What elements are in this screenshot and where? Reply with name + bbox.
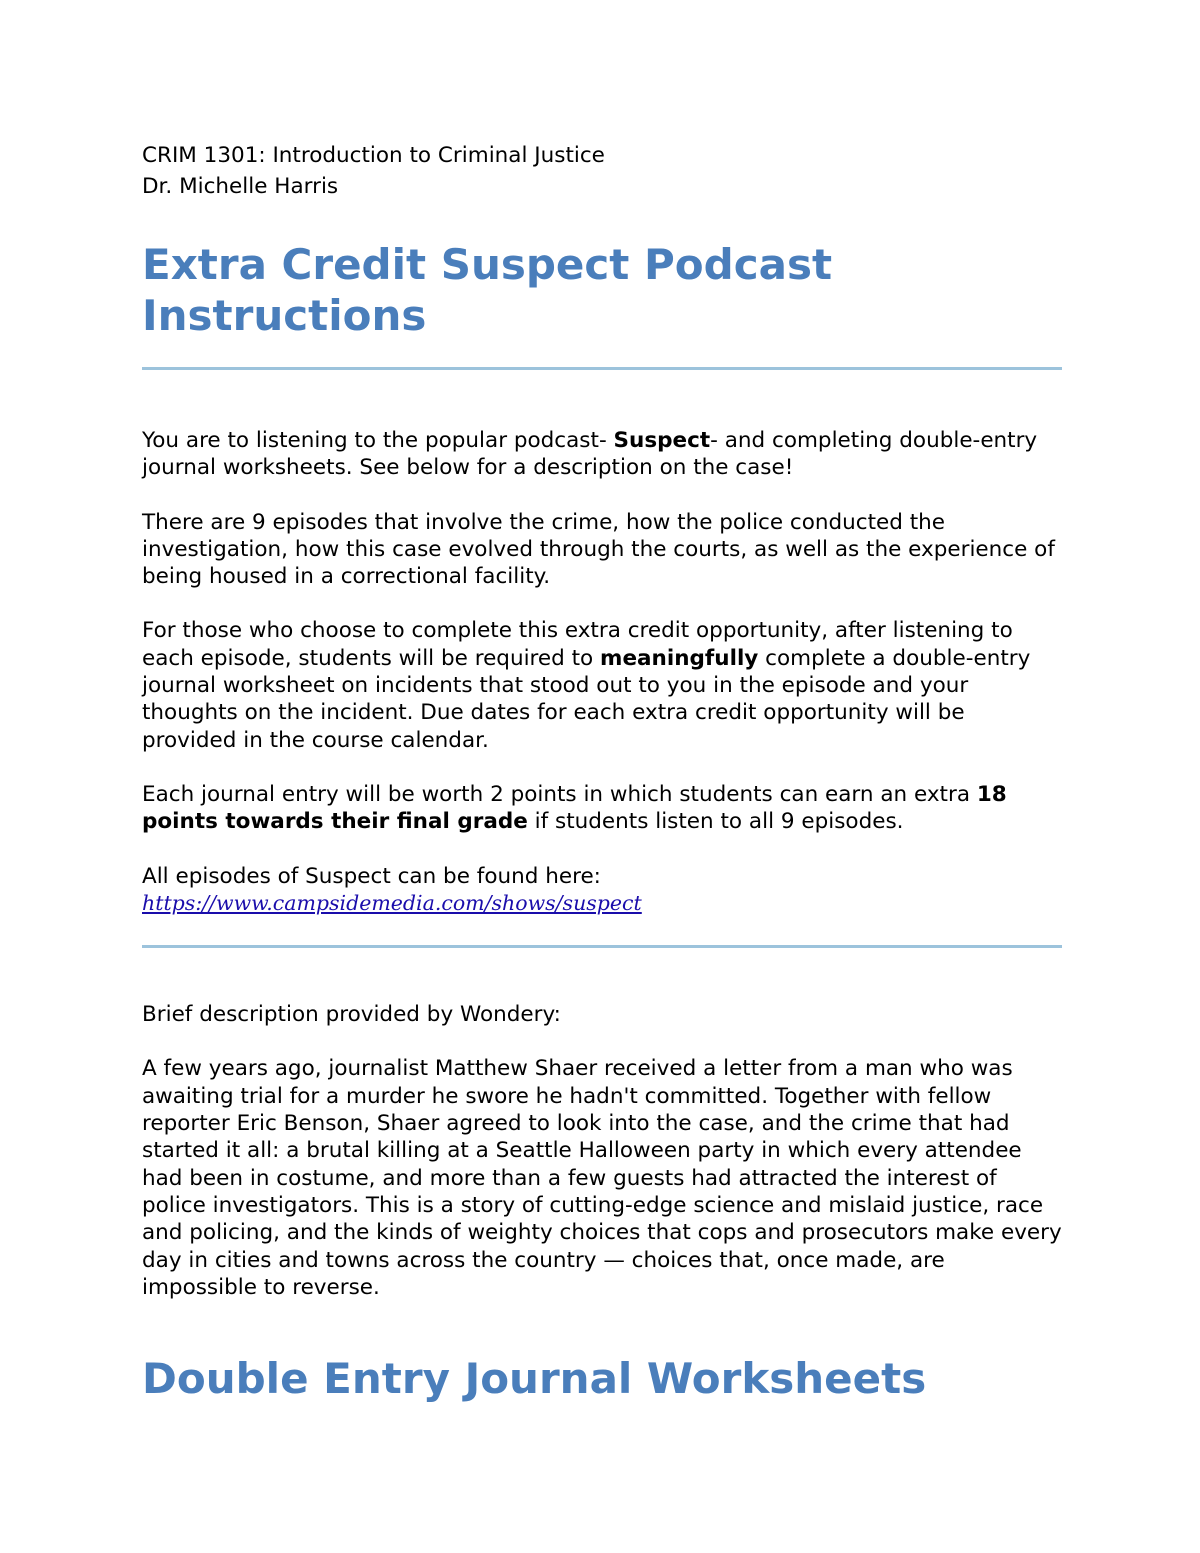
requirements-emphasis: meaningfully: [600, 645, 759, 671]
brief-description: A few years ago, journalist Matthew Shaer received a letter from a man who was awaiting trial for a murder he swore he hadn't committed. Together with fellow reporter Eric Benson, Shaer agreed to look into the case, and the crime that had started it all: a brutal killing at a Seattle Halloween party in which every attendee had been in costume, and more than a few guests had attracted the interest of police investigators. This is a story of cutting-edge science and mislaid justice, race and policing, and the kinds of weighty choices that cops and prosecutors make every day in cities and towns across the country — choices that, once made, are impossible to reverse.: [142, 1056, 1062, 1300]
document-title-line-2: Instructions: [142, 291, 427, 340]
intro-text-end: - and completing double-entry journal worksheets. See below for a description on the case!: [142, 428, 1038, 481]
requirements-text-end: complete a double-entry journal worksheet on incidents that stood out to you in the episode and your thoughts on the incident. Due dates for each extra credit opportunity will be provided in the course calendar.: [142, 645, 1031, 753]
document-page: [142, 140, 1062, 1404]
document-title: [142, 239, 1062, 341]
section-divider-2: [142, 945, 1062, 948]
episodes-paragraph: There are 9 episodes that involve the crime, how the police conducted the investigation, how this case evolved through the courts, as well as the experience of being housed in a correctional facility.: [142, 509, 1055, 590]
points-text-end: if students listen to all 9 episodes.: [527, 809, 904, 835]
points-emphasis: 18 points towards their final grade: [142, 781, 1007, 835]
intro-paragraph: [142, 427, 1062, 482]
requirements-text: For those who choose to complete this extra credit opportunity, after listening to each episode, students will be required to: [142, 618, 1013, 671]
points-paragraph: [142, 781, 1062, 836]
podcast-name: Suspect: [613, 428, 711, 453]
episodes-link-label: All episodes of Suspect can be found here:: [142, 863, 601, 889]
episodes-link-paragraph: [142, 863, 1062, 918]
course-title: CRIM 1301: Introduction to Criminal Justice: [142, 143, 605, 168]
section-divider: [142, 367, 1062, 370]
episodes-link[interactable]: https://www.campsidemedia.com/shows/suspect: [142, 890, 642, 915]
instructor-name: Dr. Michelle Harris: [142, 174, 339, 199]
intro-text: You are to listening to the popular podcast-: [142, 428, 614, 453]
points-text: Each journal entry will be worth 2 points in which students can earn an extra: [142, 781, 977, 807]
section-title: Double Entry Journal Worksheets: [142, 1354, 927, 1404]
requirements-paragraph: [142, 617, 1062, 753]
document-title-line-1: Extra Credit Suspect Podcast: [142, 240, 833, 289]
brief-heading: Brief description provided by Wondery:: [142, 1002, 561, 1028]
